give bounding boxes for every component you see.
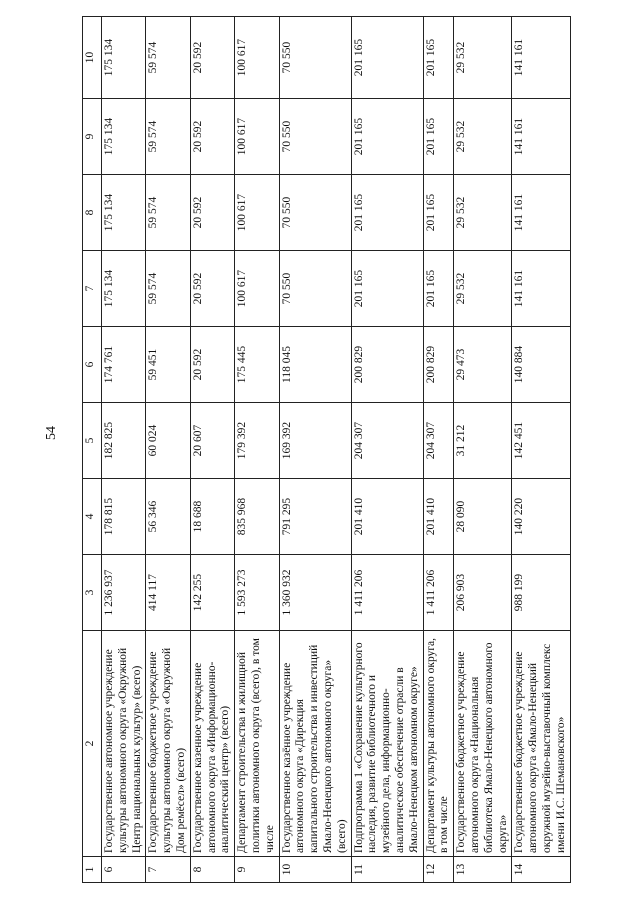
value-cell-col-4: 56 346 [146,479,190,555]
table-row [235,17,279,883]
value-cell-col-8: 175 134 [102,175,146,251]
value-cell-col-5: 179 392 [235,403,279,479]
value-cell-col-10: 141 161 [512,17,570,99]
value-cell-col-6: 140 884 [512,327,570,403]
value-cell-col-8: 201 165 [351,175,423,251]
table-row [102,17,146,883]
value-cell-col-9: 59 574 [146,99,190,175]
value-cell-col-6: 59 451 [146,327,190,403]
table-row [454,17,512,883]
value-cell-col-3: 988 199 [512,555,570,631]
value-cell-col-8: 100 617 [235,175,279,251]
row-name: Государственное бюджетное учреждение культуры автономного округа «Окружной Дом ремёсел» (всего) [146,631,190,857]
value-cell-col-8: 70 550 [279,175,351,251]
value-cell-col-5: 204 307 [351,403,423,479]
value-cell-col-10: 59 574 [146,17,190,99]
row-number: 6 [102,857,146,883]
value-cell-col-10: 100 617 [235,17,279,99]
value-cell-col-5: 142 451 [512,403,570,479]
table-body [102,17,571,883]
row-number: 7 [146,857,190,883]
column-header-8: 8 [83,175,102,251]
row-name: Государственное бюджетное учреждение автономного округа «Национальная библиотека Ямало-Ненецкого автономного округа» [454,631,512,857]
column-header-10: 10 [83,17,102,99]
value-cell-col-7: 20 592 [190,251,234,327]
row-number: 12 [423,857,454,883]
column-header-9: 9 [83,99,102,175]
value-cell-col-7: 201 165 [423,251,454,327]
row-number: 8 [190,857,234,883]
column-header-5: 5 [83,403,102,479]
value-cell-col-3: 1 593 273 [235,555,279,631]
value-cell-col-7: 70 550 [279,251,351,327]
value-cell-col-3: 1 360 932 [279,555,351,631]
table-row [351,17,423,883]
table-row [423,17,454,883]
row-name: Департамент культуры автономного округа, в том числе [423,631,454,857]
value-cell-col-3: 1 411 206 [351,555,423,631]
value-cell-col-10: 20 592 [190,17,234,99]
value-cell-col-9: 141 161 [512,99,570,175]
value-cell-col-7: 201 165 [351,251,423,327]
column-header-3: 3 [83,555,102,631]
value-cell-col-6: 200 829 [423,327,454,403]
value-cell-col-3: 142 255 [190,555,234,631]
value-cell-col-10: 201 165 [351,17,423,99]
value-cell-col-9: 29 532 [454,99,512,175]
value-cell-col-8: 201 165 [423,175,454,251]
row-name: Государственное казённое учреждение автономного округа «Дирекция капитального строительства и инвестиций Ямало-Ненецкого автономного округа» (всего) [279,631,351,857]
row-number: 10 [279,857,351,883]
value-cell-col-6: 20 592 [190,327,234,403]
table-row [279,17,351,883]
value-cell-col-4: 18 688 [190,479,234,555]
value-cell-col-5: 169 392 [279,403,351,479]
value-cell-col-9: 201 165 [351,99,423,175]
value-cell-col-9: 70 550 [279,99,351,175]
row-name: Государственное автономное учреждение культуры автономного округа «Окружной Центр национальных культур» (всего) [102,631,146,857]
value-cell-col-6: 118 045 [279,327,351,403]
row-name: Подпрограмма 1 «Сохранение культурного наследия, развитие библиотечного и музейного дела, информационно-аналитическое обеспечение отрасли в Ямало-Ненецком автономном округе» [351,631,423,857]
value-cell-col-10: 175 134 [102,17,146,99]
value-cell-col-4: 140 220 [512,479,570,555]
value-cell-col-5: 31 212 [454,403,512,479]
value-cell-col-8: 29 532 [454,175,512,251]
row-number: 11 [351,857,423,883]
value-cell-col-6: 29 473 [454,327,512,403]
value-cell-col-10: 29 532 [454,17,512,99]
row-number: 9 [235,857,279,883]
value-cell-col-8: 141 161 [512,175,570,251]
column-header-1: 1 [83,857,102,883]
value-cell-col-4: 178 815 [102,479,146,555]
value-cell-col-3: 1 236 937 [102,555,146,631]
table-row [512,17,570,883]
value-cell-col-9: 175 134 [102,99,146,175]
value-cell-col-3: 206 903 [454,555,512,631]
row-name: Государственное бюджетное учреждение автономного округа «Ямало-Ненецкий окружной музейно-выставочный комплекс имени И.С. Шемановского» [512,631,570,857]
value-cell-col-5: 20 607 [190,403,234,479]
value-cell-col-10: 70 550 [279,17,351,99]
value-cell-col-9: 201 165 [423,99,454,175]
value-cell-col-6: 174 761 [102,327,146,403]
value-cell-col-6: 200 829 [351,327,423,403]
column-header-4: 4 [83,479,102,555]
value-cell-col-7: 100 617 [235,251,279,327]
budget-table [82,16,571,883]
value-cell-col-4: 201 410 [423,479,454,555]
value-cell-col-8: 59 574 [146,175,190,251]
value-cell-col-6: 175 445 [235,327,279,403]
value-cell-col-4: 28 090 [454,479,512,555]
row-name: Департамент строительства и жилищной политики автономного округа (всего), в том числе [235,631,279,857]
page-number: 54 [44,426,59,440]
value-cell-col-7: 141 161 [512,251,570,327]
value-cell-col-7: 175 134 [102,251,146,327]
value-cell-col-9: 100 617 [235,99,279,175]
column-header-7: 7 [83,251,102,327]
table-row [190,17,234,883]
row-name: Государственное казенное учреждение автономного округа «Информационно-аналитический центр» (всего) [190,631,234,857]
value-cell-col-5: 60 024 [146,403,190,479]
value-cell-col-4: 201 410 [351,479,423,555]
value-cell-col-9: 20 592 [190,99,234,175]
value-cell-col-5: 182 825 [102,403,146,479]
value-cell-col-7: 29 532 [454,251,512,327]
row-number: 14 [512,857,570,883]
value-cell-col-3: 414 117 [146,555,190,631]
value-cell-col-7: 59 574 [146,251,190,327]
row-number: 13 [454,857,512,883]
value-cell-col-8: 20 592 [190,175,234,251]
value-cell-col-3: 1 411 206 [423,555,454,631]
table-row [146,17,190,883]
column-header-6: 6 [83,327,102,403]
value-cell-col-10: 201 165 [423,17,454,99]
value-cell-col-4: 791 295 [279,479,351,555]
table-header-row [83,17,102,883]
value-cell-col-5: 204 307 [423,403,454,479]
value-cell-col-4: 835 968 [235,479,279,555]
column-header-2: 2 [83,631,102,857]
budget-table-container [82,17,567,883]
